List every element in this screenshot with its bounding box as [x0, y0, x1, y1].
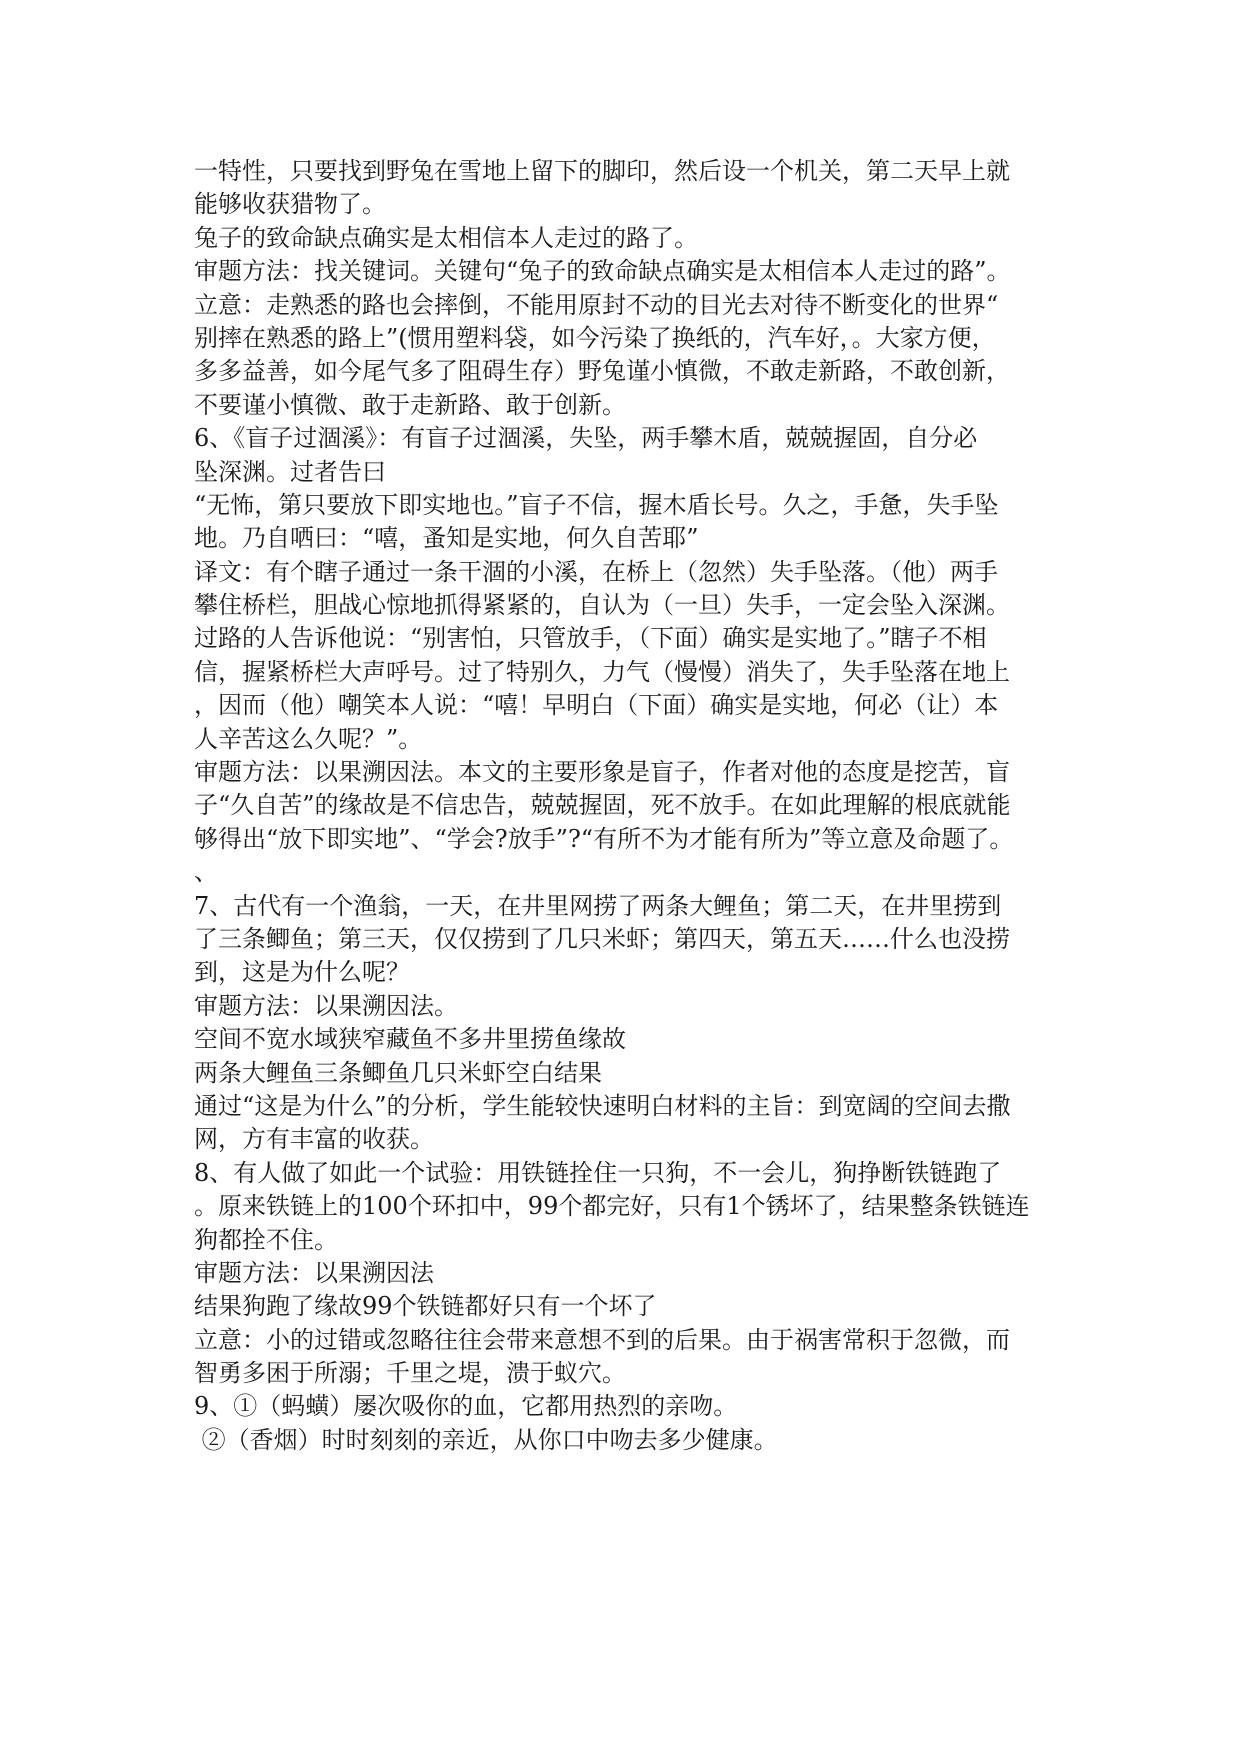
text-line: ②（香烟）时时刻刻的亲近，从你口中吻去多少健康。: [194, 1425, 778, 1454]
text-line: 审题方法：以果溯因法。: [194, 991, 458, 1020]
text-line: 两条大鲤鱼三条鲫鱼几只米虾空白结果: [194, 1058, 602, 1087]
text-line: 多多益善，如今尾气多了阻碍生存）野兔谨小慎微，不敢走新路，不敢创新，: [194, 357, 1010, 386]
text-line: 网，方有丰富的收获。: [194, 1125, 434, 1154]
text-line: 够得出“放下即实地”、“学会?放手”?“有所不为才能有所为”等立意及命题了。: [194, 824, 1014, 853]
text-line: 译文：有个瞎子通过一条干涸的小溪，在桥上（忽然）失手坠落。（他）两手: [194, 557, 998, 586]
text-line: 9、①（蚂蟥）屡次吸你的血，它都用热烈的亲吻。: [194, 1392, 738, 1421]
text-line: 结果狗跑了缘故99个铁链都好只有一个坏了: [194, 1292, 657, 1321]
text-line: 审题方法：以果溯因法。本文的主要形象是盲子，作者对他的态度是挖苦，盲: [194, 758, 1010, 787]
text-line: 审题方法：找关键词。关键句“兔子的致命缺点确实是太相信本人走过的路”。: [194, 257, 1011, 286]
text-line: 了三条鲫鱼；第三天，仅仅捞到了几只米虾；第四天，第五天……什么也没捞: [194, 924, 1010, 953]
text-line: 一特性，只要找到野兔在雪地上留下的脚印，然后设一个机关，第二天早上就: [194, 157, 1010, 185]
text-line: 攀住桥栏，胆战心惊地抓得紧紧的，自认为（一旦）失手，一定会坠入深渊。: [194, 591, 1010, 620]
text-line: 7、古代有一个渔翁，一天，在井里网捞了两条大鲤鱼；第二天，在井里捞到: [194, 891, 1002, 920]
text-line: ，因而（他）嘲笑本人说：“嘻！早明白（下面）确实是实地，何必（让）本: [194, 691, 999, 720]
text-line: 狗都拴不住。: [194, 1225, 338, 1254]
text-line: 8、有人做了如此一个试验：用铁链拴住一只狗，不一会儿，狗挣断铁链跑了: [194, 1158, 1002, 1187]
text-line: 过路的人告诉他说：“别害怕，只管放手，（下面）确实是实地了。”瞎子不相: [194, 624, 987, 653]
text-line: 通过“这是为什么”的分析，学生能较快速明白材料的主旨：到宽阔的空间去撒: [194, 1091, 1011, 1120]
text-line: 兔子的致命缺点确实是太相信本人走过的路了。: [194, 223, 698, 252]
text-line: “无怖，第只要放下即实地也。”盲子不信，握木盾长号。久之，手惫，失手坠: [194, 490, 999, 519]
document-body: [194, 155, 1054, 1457]
text-line: 坠深渊。过者告曰: [194, 457, 386, 486]
text-line: 智勇多困于所溺；千里之堤，溃于蚁穴。: [194, 1359, 626, 1388]
text-line: 到，这是为什么呢？: [194, 958, 410, 987]
text-line: 子“久自苦”的缘故是不信忠告，兢兢握固，死不放手。在如此理解的根底就能: [194, 791, 1011, 820]
text-line: 立意：小的过错或忽略往往会带来意想不到的后果。由于祸害常积于忽微，而: [194, 1325, 1010, 1354]
text-line: 地。乃自哂曰：“嘻，蚤知是实地，何久自苦耶”: [194, 524, 699, 553]
text-line: 、: [194, 858, 218, 887]
text-line: 。原来铁链上的100个环扣中，99个都完好，只有1个锈坏了，结果整条铁链连: [194, 1192, 1030, 1221]
text-line: 审题方法：以果溯因法: [194, 1258, 434, 1287]
text-line: 能够收获猎物了。: [194, 190, 386, 219]
text-line: 空间不宽水域狭窄藏鱼不多井里捞鱼缘故: [194, 1025, 626, 1054]
text-line: 别摔在熟悉的路上”(惯用塑料袋，如今污染了换纸的，汽车好，。大家方便，: [194, 323, 996, 352]
text-line: 信，握紧桥栏大声呼号。过了特别久，力气（慢慢）消失了，失手坠落在地上: [194, 657, 1010, 686]
text-line: 6、《盲子过涸溪》：有盲子过涸溪，失坠，两手攀木盾，兢兢握固，自分必: [194, 424, 978, 453]
text-line: 人辛苦这么久呢？”。: [194, 724, 423, 753]
text-line: 不要谨小慎微、敢于走新路、敢于创新。: [194, 390, 626, 419]
text-line: 立意：走熟悉的路也会摔倒，不能用原封不动的目光去对待不断变化的世界“: [194, 290, 999, 319]
